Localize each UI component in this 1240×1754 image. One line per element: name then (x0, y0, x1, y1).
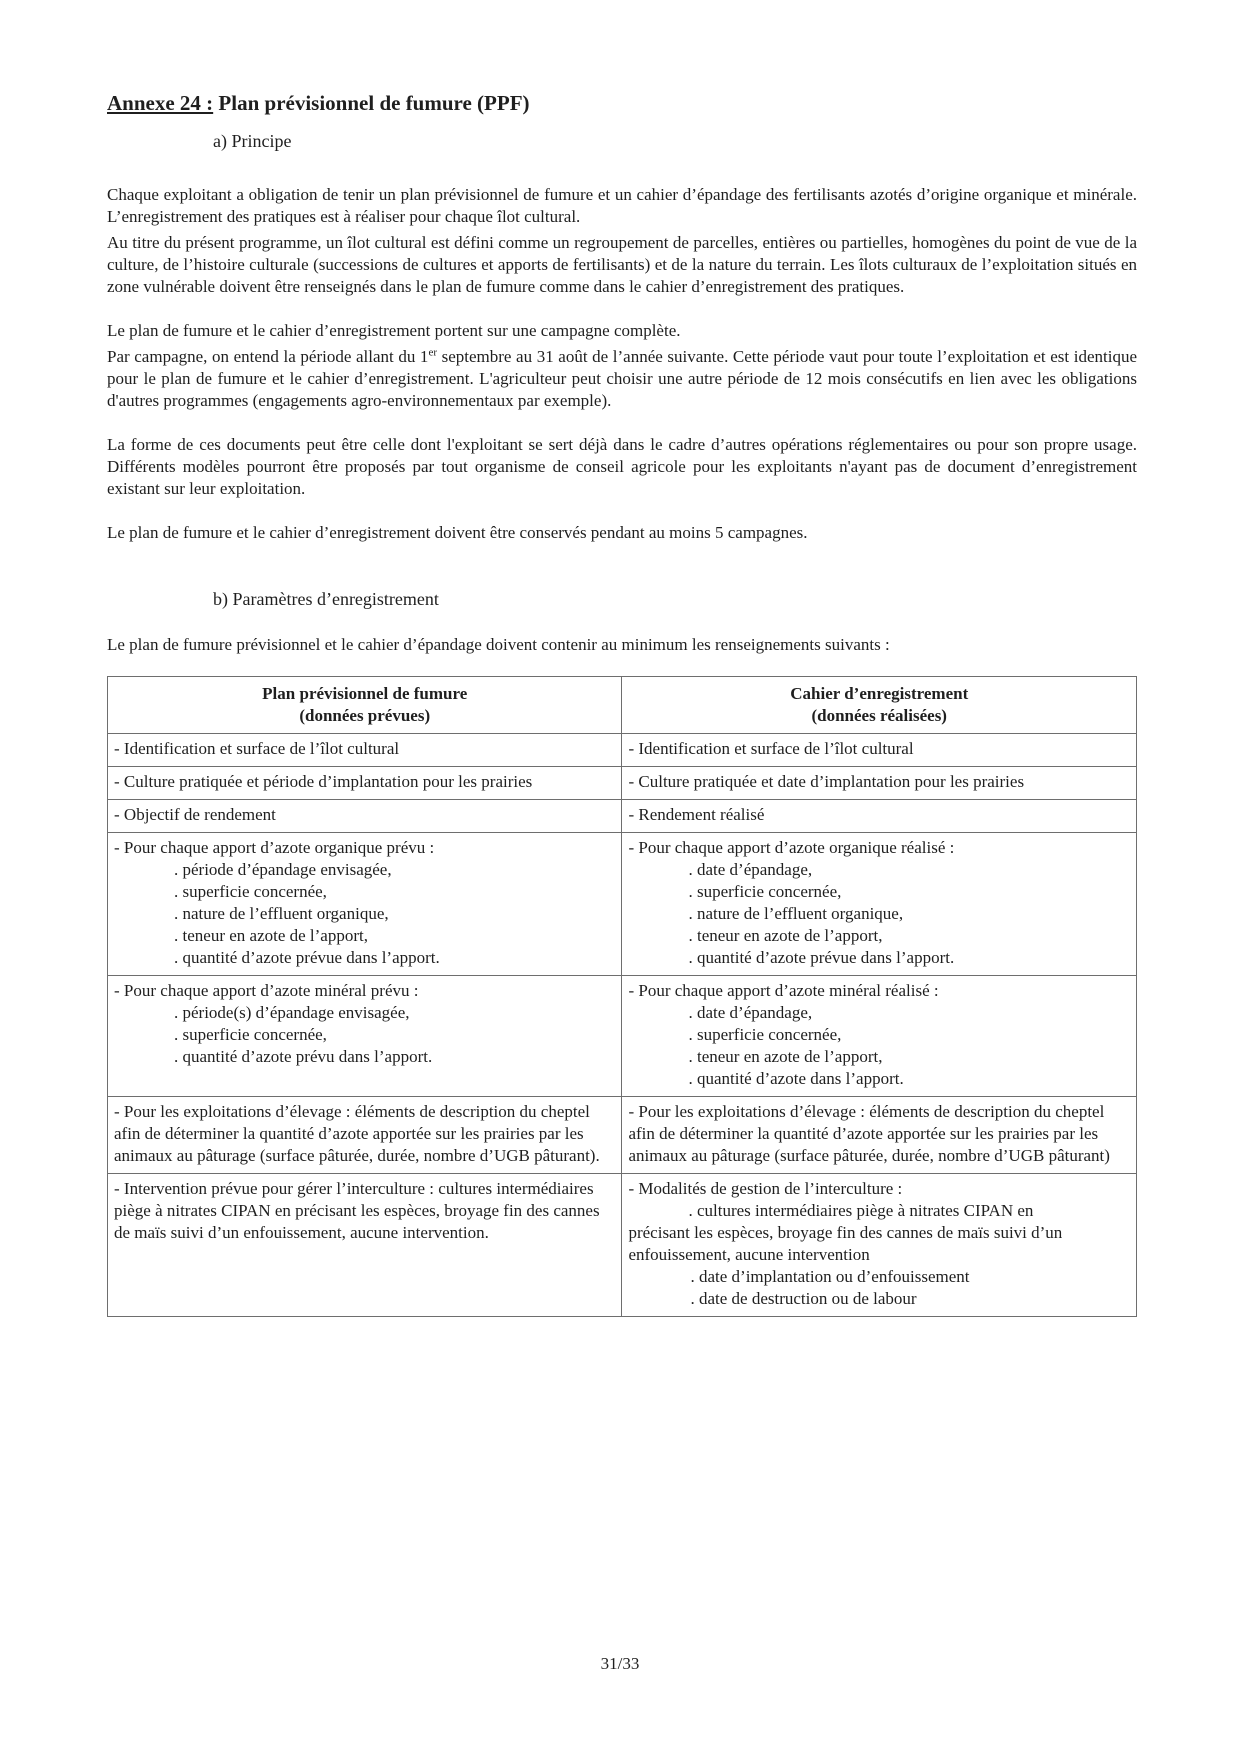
annex-title: Plan prévisionnel de fumure (PPF) (213, 91, 530, 115)
page-number: 31/33 (600, 1654, 640, 1673)
header-plan-sub: (données prévues) (299, 706, 431, 725)
paragraph-campagne: Le plan de fumure et le cahier d’enregistrement portent sur une campagne complète. (107, 321, 681, 340)
cell-heading: - Pour chaque apport d’azote minéral prévu : (114, 981, 419, 1000)
cell-item: . superficie concernée, (174, 1025, 327, 1044)
cell-item: . période d’épandage envisagée, (174, 860, 392, 879)
table-cell (622, 1174, 1137, 1317)
cell-heading: - Modalités de gestion de l’interculture : (628, 1179, 903, 1198)
table-row (108, 976, 1137, 1097)
cell-item: . superficie concernée, (174, 882, 327, 901)
table-cell (108, 976, 622, 1097)
table-row (108, 833, 1137, 976)
cell-item: . cultures intermédiaires piège à nitrates CIPAN en (688, 1201, 1034, 1220)
table-cell: - Identification et surface de l’îlot cultural (622, 734, 1137, 767)
paragraph-renseignements: Le plan de fumure prévisionnel et le cahier d’épandage doivent contenir au minimum les renseignements suivants : (107, 635, 890, 654)
periode-text-b: septembre au 31 août de l’année suivante. Cette période vaut pour toute l’exploitation et est identique pour le plan de fumure et le cahier d’enregistrement. L'agriculteur peut choisir une autre période de 12 mois consécutifs en lien avec les obligations d'autres programmes (engagements agro-environnementaux par exemple). (107, 347, 1137, 410)
cell-item: . superficie concernée, (688, 882, 842, 901)
table-row (108, 1097, 1137, 1174)
cell-heading: - Pour chaque apport d’azote minéral réalisé : (628, 981, 939, 1000)
cell-item: . teneur en azote de l’apport, (688, 926, 883, 945)
cell-item: . quantité d’azote prévue dans l’apport. (688, 948, 955, 967)
cell-item: . période(s) d’épandage envisagée, (174, 1003, 410, 1022)
document-page (107, 92, 1137, 1317)
cell-heading: - Pour chaque apport d’azote organique prévu : (114, 838, 435, 857)
section-a-heading: a) Principe (213, 131, 292, 151)
header-cahier-sub: (données réalisées) (811, 706, 947, 725)
cell-item: . quantité d’azote prévue dans l’apport. (174, 948, 440, 967)
header-plan-title: Plan prévisionnel de fumure (262, 684, 468, 703)
page-title (107, 92, 1137, 114)
periode-sup: er (428, 346, 437, 359)
header-cahier (622, 677, 1137, 734)
cell-item: . teneur en azote de l’apport, (688, 1047, 883, 1066)
table-row (108, 1174, 1137, 1317)
header-cahier-title: Cahier d’enregistrement (790, 684, 969, 703)
cell-item: . superficie concernée, (688, 1025, 842, 1044)
table-cell: - Identification et surface de l’îlot cultural (108, 734, 622, 767)
table-cell: - Culture pratiquée et date d’implantation pour les prairies (622, 767, 1137, 800)
cell-heading: - Pour chaque apport d’azote organique réalisé : (628, 838, 955, 857)
table-cell: - Objectif de rendement (108, 800, 622, 833)
cell-text: précisant les espèces, broyage fin des cannes de maïs suivi d’un enfouissement, aucune intervention (628, 1223, 1063, 1264)
cell-item: . teneur en azote de l’apport, (174, 926, 368, 945)
table-row (108, 767, 1137, 800)
paragraph-obligation: Chaque exploitant a obligation de tenir un plan prévisionnel de fumure et un cahier d’épandage des fertilisants azotés d’origine organique et minérale. L’enregistrement des pratiques est à réaliser pour chaque îlot cultural. (107, 185, 1137, 226)
cell-item: . quantité d’azote prévu dans l’apport. (174, 1047, 433, 1066)
paragraph-forme: La forme de ces documents peut être celle dont l'exploitant se sert déjà dans le cadre d’autres opérations réglementaires ou pour son propre usage. Différents modèles pourront être proposés par tout organisme de conseil agricole pour les exploitants n'ayant pas de document d’enregistrement existant sur leur exploitation. (107, 435, 1137, 498)
table-row (108, 734, 1137, 767)
table-cell: - Culture pratiquée et période d’implantation pour les prairies (108, 767, 622, 800)
table-cell (622, 976, 1137, 1097)
cell-item: . date d’épandage, (688, 860, 813, 879)
cell-item: . date d’implantation ou d’enfouissement (690, 1267, 970, 1286)
cell-item: . nature de l’effluent organique, (688, 904, 904, 923)
section-b-heading: b) Paramètres d’enregistrement (213, 589, 439, 609)
table-cell: - Rendement réalisé (622, 800, 1137, 833)
table-cell: - Intervention prévue pour gérer l’interculture : cultures intermédiaires piège à nitrates CIPAN en précisant les espèces, broyage fin des cannes de maïs suivi d’un enfouissement, aucune intervention. (108, 1174, 622, 1317)
paragraph-ilot-definition: Au titre du présent programme, un îlot cultural est défini comme un regroupement de parcelles, entières ou partielles, homogènes du point de vue de la culture, de l’histoire culturale (successions de cultures et apports de fertilisants) et de la nature du terrain. Les îlots culturaux de l’exploitation situés en zone vulnérable doivent être renseignés dans le plan de fumure comme dans le cahier d’enregistrement des pratiques. (107, 233, 1137, 296)
paragraph-periode (107, 346, 1137, 412)
table-row (108, 800, 1137, 833)
table-cell: - Pour les exploitations d’élevage : éléments de description du cheptel afin de déterminer la quantité d’azote apportée sur les prairies par les animaux au pâturage (surface pâturée, durée, nombre d’UGB pâturant) (622, 1097, 1137, 1174)
cell-item: . date d’épandage, (688, 1003, 813, 1022)
paragraph-conservation: Le plan de fumure et le cahier d’enregistrement doivent être conservés pendant au moins 5 campagnes. (107, 523, 808, 542)
table-cell (622, 833, 1137, 976)
cell-item: . date de destruction ou de labour (690, 1289, 917, 1308)
header-plan (108, 677, 622, 734)
table-cell: - Pour les exploitations d’élevage : éléments de description du cheptel afin de déterminer la quantité d’azote apportée sur les prairies par les animaux au pâturage (surface pâturée, durée, nombre d’UGB pâturant). (108, 1097, 622, 1174)
cell-item: . quantité d’azote dans l’apport. (688, 1069, 904, 1088)
parameters-table (107, 676, 1137, 1317)
cell-item: . nature de l’effluent organique, (174, 904, 389, 923)
table-cell (108, 833, 622, 976)
periode-text-a: Par campagne, on entend la période allant du 1 (107, 347, 429, 366)
annex-number: Annexe 24 : (107, 91, 214, 115)
table-header-row (108, 677, 1137, 734)
